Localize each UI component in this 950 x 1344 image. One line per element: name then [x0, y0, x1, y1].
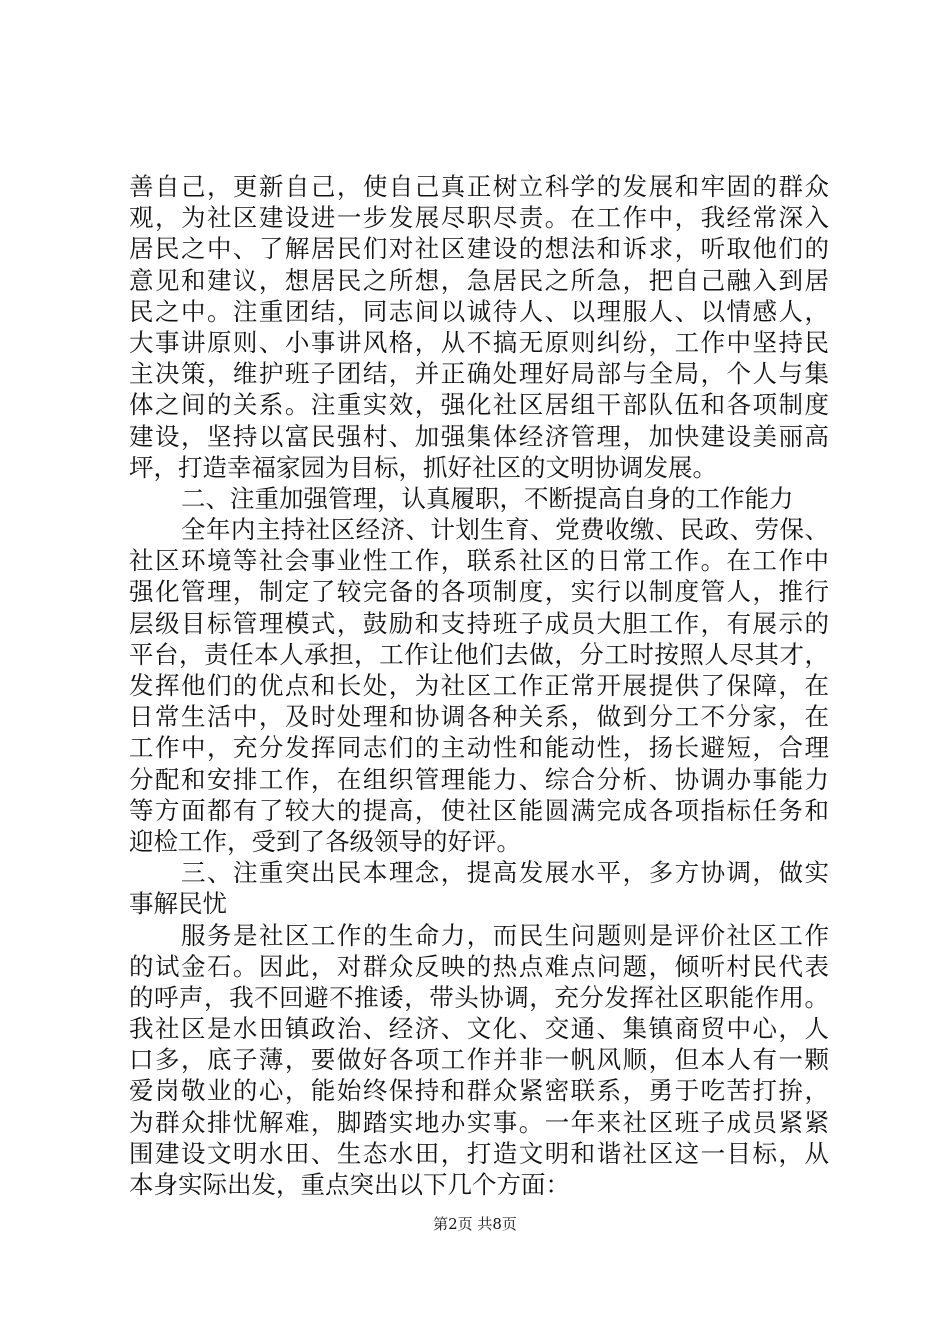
text-line: 大事讲原则、小事讲风格，从不搞无原则纠纷，工作中坚持民 [129, 327, 829, 357]
text-line: 平台，责任本人承担，工作让他们去做，分工时按照人尽其才， [129, 639, 829, 669]
text-line: 工作中，充分发挥同志们的主动性和能动性，扬长避短，合理 [129, 733, 829, 763]
text-line: 口多，底子薄，要做好各项工作并非一帆风顺，但本人有一颗 [129, 1045, 829, 1075]
text-line: 全年内主持社区经济、计划生育、党费收缴、民政、劳保、 [181, 515, 829, 545]
page-footer: 第2页 共8页 [433, 1215, 517, 1233]
text-line: 三、注重突出民本理念，提高发展水平，多方协调，做实 [181, 858, 829, 888]
text-line: 我社区是水田镇政治、经济、文化、交通、集镇商贸中心，人 [129, 1014, 829, 1044]
text-line: 观，为社区建设进一步发展尽职尽责。在工作中，我经常深入 [129, 203, 829, 233]
text-line: 等方面都有了较大的提高，使社区能圆满完成各项指标任务和 [129, 795, 829, 825]
text-line: 日常生活中，及时处理和协调各种关系，做到分工不分家，在 [129, 702, 829, 732]
text-line: 二、注重加强管理，认真履职，不断提高自身的工作能力 [181, 483, 794, 513]
text-line: 分配和安排工作，在组织管理能力、综合分析、协调办事能力 [129, 764, 829, 794]
text-line: 服务是社区工作的生命力，而民生问题则是评价社区工作 [181, 920, 829, 950]
text-line: 坪，打造幸福家园为目标，抓好社区的文明协调发展。 [129, 452, 717, 482]
text-line: 的试金石。因此，对群众反映的热点难点问题，倾听村民代表 [129, 951, 829, 981]
text-line: 建设，坚持以富民强村、加强集体经济管理，加快建设美丽高 [129, 421, 829, 451]
text-line: 善自己，更新自己，使自己真正树立科学的发展和牢固的群众 [129, 172, 829, 201]
text-line: 社区环境等社会事业性工作，联系社区的日常工作。在工作中 [129, 546, 829, 576]
text-line: 爱岗敬业的心，能始终保持和群众紧密联系，勇于吃苦打拚， [129, 1076, 829, 1106]
text-line: 围建设文明水田、生态水田，打造文明和谐社区这一目标，从 [129, 1138, 829, 1168]
text-line: 事解民忧 [129, 889, 227, 919]
text-line: 意见和建议，想居民之所想，急居民之所急，把自己融入到居 [129, 265, 829, 295]
document-body [129, 171, 829, 1200]
text-line: 居民之中、了解居民们对社区建设的想法和诉求，听取他们的 [129, 234, 829, 264]
text-line: 迎检工作，受到了各级领导的好评。 [129, 826, 521, 856]
text-line: 本身实际出发，重点突出以下几个方面： [129, 1170, 570, 1199]
text-line: 的呼声，我不回避不推诿，带头协调，充分发挥社区职能作用。 [129, 982, 829, 1012]
text-line: 民之中。注重团结，同志间以诚待人、以理服人、以情感人， [129, 296, 829, 326]
text-line: 主决策，维护班子团结，并正确处理好局部与全局，个人与集 [129, 359, 829, 389]
text-line: 发挥他们的优点和长处，为社区工作正常开展提供了保障，在 [129, 671, 829, 700]
text-line: 层级目标管理模式，鼓励和支持班子成员大胆工作，有展示的 [129, 608, 829, 638]
text-line: 强化管理，制定了较完备的各项制度，实行以制度管人，推行 [129, 577, 829, 607]
text-line: 体之间的关系。注重实效，强化社区居组干部队伍和各项制度 [129, 390, 829, 420]
text-line: 为群众排忧解难，脚踏实地办实事。一年来社区班子成员紧紧 [129, 1107, 829, 1137]
